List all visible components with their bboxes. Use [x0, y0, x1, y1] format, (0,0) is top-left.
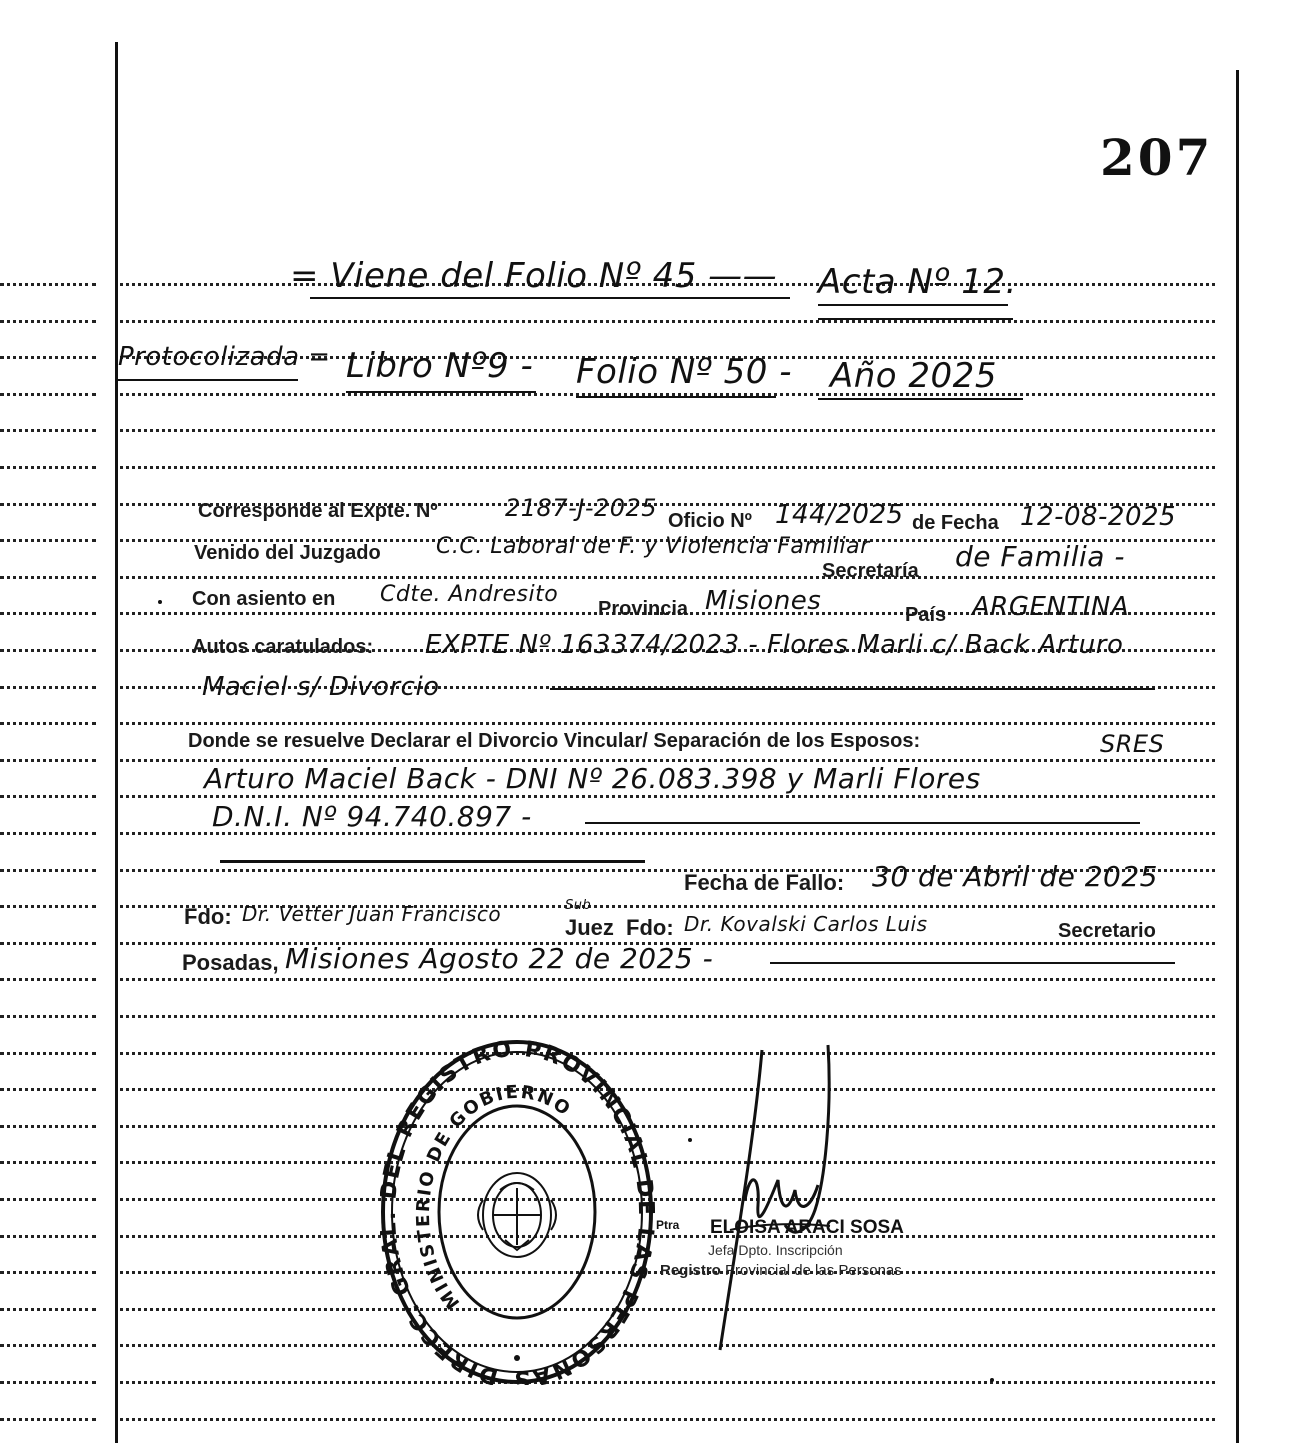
ruled-line-left — [0, 869, 96, 872]
fdo-value: Dr. Vetter Juan Francisco — [242, 902, 502, 926]
secretaria-label: Secretaría — [822, 560, 919, 582]
ruled-line — [120, 1308, 1215, 1311]
ruled-line — [120, 1381, 1215, 1384]
viene-del-folio: = Viene del Folio Nº 45 —— — [290, 256, 778, 296]
autos-value-1: EXPTE Nº 163374/2023 - Flores Marli c/ Back Arturo — [425, 630, 1124, 660]
ruled-line — [120, 1418, 1215, 1421]
ruled-line-left — [0, 832, 96, 835]
secretaria-value: de Familia - — [955, 540, 1125, 573]
official-seal — [380, 1040, 655, 1385]
handwritten-signature — [700, 1040, 850, 1380]
donde-value-1: Arturo Maciel Back - DNI Nº 26.083.398 y Marli Flores — [204, 762, 981, 795]
ruled-line — [120, 1198, 1215, 1201]
anio-underline — [818, 398, 1023, 400]
ruled-line-left — [0, 612, 96, 615]
ruled-line — [120, 1015, 1215, 1018]
libro-underline — [346, 391, 536, 393]
ruled-line-left — [0, 649, 96, 652]
acta-underline — [818, 304, 1008, 306]
page-number: 207 — [1100, 128, 1214, 187]
ruled-line-left — [0, 795, 96, 798]
provincia-value: Misiones — [705, 586, 822, 616]
ruled-line-left — [0, 466, 96, 469]
folio-number: Folio Nº 50 - — [576, 352, 792, 392]
signatory-title: Jefa Dpto. Inscripción — [708, 1242, 843, 1258]
ruled-line-left — [0, 1271, 96, 1274]
stray-mark-2 — [990, 1378, 994, 1382]
donde-value-0: SRES — [1100, 730, 1165, 758]
ruled-line-left — [0, 393, 96, 396]
fecha-label: de Fecha — [912, 512, 999, 534]
fecha-value: 12-08-2025 — [1020, 502, 1177, 532]
ruled-line-left — [0, 1161, 96, 1164]
ruled-line-left — [0, 1015, 96, 1018]
venido-value: C.C. Laboral de F. y Violencia Familiar — [436, 534, 870, 559]
separator-line — [220, 860, 645, 863]
ruled-line-left — [0, 1344, 96, 1347]
fecha-fallo-label: Fecha de Fallo: — [684, 870, 845, 895]
pais-label: País — [905, 604, 947, 626]
ruled-line-left — [0, 503, 96, 506]
fdo2-value: Dr. Kovalski Carlos Luis — [684, 912, 928, 936]
donde-fill-line — [585, 822, 1140, 824]
ruled-line — [120, 576, 1215, 579]
ruled-line-left — [0, 942, 96, 945]
ruled-line-left — [0, 759, 96, 762]
posadas-fill-line — [770, 962, 1175, 964]
ruled-line-left — [0, 576, 96, 579]
ruled-line — [120, 466, 1215, 469]
juez-sub: Sub — [565, 898, 592, 913]
ruled-line-left — [0, 429, 96, 432]
coat-of-arms-icon — [478, 1173, 556, 1257]
ruled-line-left — [0, 1088, 96, 1091]
secretario-label: Secretario — [1058, 920, 1156, 942]
oficio-value: 144/2025 — [775, 500, 904, 530]
signatory-org — [660, 1262, 902, 1279]
libro-number: Libro Nº9 - — [346, 346, 534, 386]
fdo-label: Fdo: — [184, 904, 232, 929]
ruled-line-left — [0, 1125, 96, 1128]
ruled-line-left — [0, 1418, 96, 1421]
fdo2-label: Fdo: — [626, 915, 674, 940]
ruled-line-left — [0, 283, 96, 286]
ruled-line — [120, 1344, 1215, 1347]
left-margin-line — [115, 42, 118, 1443]
signatory-org-prefix: Registro — [660, 1262, 721, 1279]
acta-number: Acta Nº 12. — [818, 262, 1017, 302]
seal-inner-text: MINISTERIO DE GOBIERNO — [412, 1081, 576, 1313]
autos-fill-line — [550, 688, 1155, 690]
ruled-line-left — [0, 320, 96, 323]
ruled-line — [120, 722, 1215, 725]
ruled-line — [120, 795, 1215, 798]
con-asiento-value: Cdte. Andresito — [380, 582, 559, 607]
ruled-line — [120, 1161, 1215, 1164]
provincia-label: Provincia — [598, 598, 689, 620]
ruled-line — [120, 1125, 1215, 1128]
donde-value-2: D.N.I. Nº 94.740.897 - — [212, 800, 532, 833]
fecha-fallo-value: 30 de Abril de 2025 — [872, 860, 1158, 893]
venido-label: Venido del Juzgado — [194, 542, 381, 564]
autos-value-2: Maciel s/ Divorcio — [202, 672, 440, 702]
ruled-line-left — [0, 905, 96, 908]
posadas-label: Posadas, — [182, 950, 279, 975]
ruled-line-left — [0, 1381, 96, 1384]
ruled-line — [120, 1235, 1215, 1238]
pais-value: ARGENTINA — [972, 592, 1130, 622]
ruled-line-left — [0, 722, 96, 725]
protocolizada-underline — [118, 379, 298, 381]
oficio-label: Oficio Nº — [668, 510, 752, 532]
protocolizada-label: Protocolizada = — [118, 342, 331, 372]
ruled-line-left — [0, 356, 96, 359]
signatory-org-name: Provincial de las Personas — [725, 1262, 902, 1279]
ruled-line-left — [0, 1308, 96, 1311]
stray-mark — [688, 1138, 692, 1142]
signatory-name: ELOISA ARACI SOSA — [710, 1217, 904, 1238]
ruled-line-left — [0, 1052, 96, 1055]
juez-label: Juez — [565, 915, 614, 940]
donde-label: Donde se resuelve Declarar el Divorcio Vincular/ Separación de los Esposos: — [188, 730, 921, 752]
ruled-line-left — [0, 539, 96, 542]
folio-underline — [576, 396, 776, 398]
signatory-mark: Ptra — [656, 1218, 680, 1232]
anio: Año 2025 — [830, 356, 997, 396]
ruled-line — [120, 1088, 1215, 1091]
corresponde-label: Corresponde al Expte. Nº — [198, 500, 438, 522]
bullet-mark — [158, 600, 162, 604]
right-margin-line — [1236, 70, 1239, 1443]
ruled-line — [120, 1052, 1215, 1055]
autos-label: Autos caratulados: — [192, 636, 374, 658]
ruled-line-left — [0, 686, 96, 689]
posadas-value: Misiones Agosto 22 de 2025 - — [285, 942, 714, 975]
ruled-line — [120, 978, 1215, 981]
corresponde-value: 2187-J-2025 — [505, 494, 658, 522]
ruled-line-left — [0, 1235, 96, 1238]
con-asiento-label: Con asiento en — [192, 588, 336, 610]
ruled-line — [120, 320, 1215, 323]
acta-underline-2 — [818, 318, 1013, 320]
ruled-line-left — [0, 978, 96, 981]
seal-outer-text: DIRECC. GRA EL REGISTRO PROVINCIAL D AS PERSONAS — [380, 1040, 655, 1385]
viene-underline — [310, 297, 790, 299]
ruled-line-left — [0, 1198, 96, 1201]
ruled-line — [120, 429, 1215, 432]
